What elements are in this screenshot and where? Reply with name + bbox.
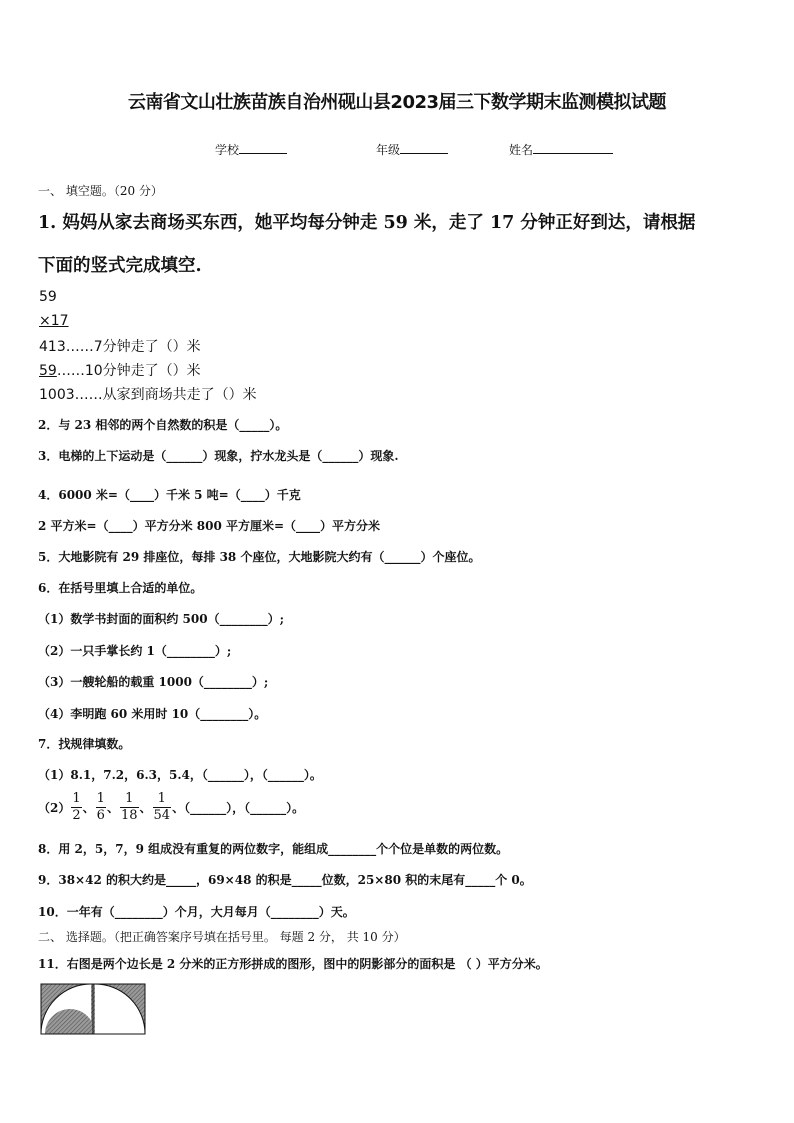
fraction-3-numerator: 1 — [120, 791, 139, 808]
school-field — [215, 141, 287, 158]
grade-label: 年级 — [376, 143, 401, 157]
page-title: 云南省文山壮族苗族自治州砚山县2023届三下数学期末监测模拟试题 — [127, 92, 667, 113]
fraction-1-denominator: 2 — [72, 808, 81, 823]
calc-line-5: 1003……从家到商场共走了（）米 — [39, 387, 257, 403]
question-11-figure — [40, 983, 146, 1035]
question-6-part-4: （4）李明跑 60 米用时 10（________）。 — [38, 707, 267, 721]
question-7: 7．找规律填数。 — [38, 737, 131, 751]
school-blank — [239, 141, 287, 154]
name-label: 姓名 — [509, 143, 534, 157]
fraction-1-numerator: 1 — [72, 791, 81, 806]
question-8: 8．用 2，5，7，9 组成没有重复的两位数字，能组成________个个位是单数的两位数。 — [38, 842, 509, 856]
section-heading-choice: 二、 选择题。（把正确答案序号填在括号里。 每题 2 分， 共 10 分） — [38, 930, 406, 944]
fraction-4-denominator: 54 — [153, 808, 171, 823]
fraction-4 — [153, 791, 172, 824]
question-7-part-2 — [38, 791, 304, 824]
question-11: 11．右图是两个边长是 2 分米的正方形拼成的图形，图中的阴影部分的面积是 （ ）平方分米。 — [38, 957, 548, 971]
school-label: 学校 — [215, 143, 240, 157]
calc-line-4-text: ……10分钟走了（）米 — [56, 363, 201, 379]
separator: 、 — [139, 801, 152, 815]
calc-line-4 — [39, 360, 201, 380]
question-3: 3．电梯的上下运动是（______）现象，拧水龙头是（______）现象. — [38, 449, 399, 463]
fraction-2-numerator: 1 — [96, 791, 105, 806]
question-5: 5．大地影院有 29 排座位，每排 38 个座位，大地影院大约有（______）个座位。 — [38, 550, 481, 564]
grade-blank — [400, 141, 448, 154]
question-6-part-3: （3）一艘轮船的载重 1000（________）; — [38, 675, 269, 689]
grade-field — [376, 141, 448, 158]
question-6-part-1: （1）数学书封面的面积约 500（________）; — [38, 612, 285, 626]
fraction-3-denominator: 18 — [120, 808, 138, 823]
question-7-part-2-suffix: 、（______），（______）。 — [172, 801, 305, 815]
fraction-2-denominator: 6 — [96, 808, 105, 823]
question-4-line-1: 4．6000 米=（____）千米 5 吨=（____）千克 — [38, 488, 301, 502]
fraction-2 — [96, 791, 106, 824]
fraction-4-numerator: 1 — [153, 791, 172, 808]
separator: 、 — [106, 801, 119, 815]
question-6-part-2: （2）一只手掌长约 1（________）; — [38, 644, 232, 658]
name-blank — [533, 141, 613, 154]
question-4-line-2: 2 平方米=（____）平方分米 800 平方厘米=（____）平方分米 — [38, 519, 381, 533]
section-heading-fill-in: 一、 填空题。（20 分） — [38, 184, 163, 198]
question-6: 6．在括号里填上合适的单位。 — [38, 581, 203, 595]
calc-line-2 — [39, 313, 69, 329]
question-7-part-2-prefix: （2） — [38, 801, 71, 815]
fraction-1 — [71, 791, 81, 824]
question-7-part-1: （1）8.1，7.2，6.3，5.4，（______），（______）。 — [38, 768, 322, 782]
question-10: 10．一年有（________）个月，大月每月（________）天。 — [38, 905, 355, 919]
calc-partial-product: 59 — [39, 363, 57, 379]
question-2: 2．与 23 相邻的两个自然数的积是（_____）。 — [38, 418, 288, 432]
question-1-line-2: 下面的竖式完成填空. — [38, 256, 202, 276]
name-field — [509, 141, 613, 158]
fraction-3 — [120, 791, 139, 824]
calc-line-1: 59 — [39, 289, 57, 305]
calc-multiplier: ×17 — [39, 313, 69, 329]
separator: 、 — [82, 801, 95, 815]
question-1-line-1: 1. 妈妈从家去商场买东西，她平均每分钟走 59 米，走了 17 分钟正好到达，请根据 — [38, 213, 696, 233]
two-squares-shaded-figure — [40, 983, 146, 1035]
calc-line-3: 413……7分钟走了（）米 — [39, 339, 201, 355]
question-9: 9．38×42 的积大约是_____，69×48 的积是_____位数，25×80 积的末尾有_____个 0。 — [38, 873, 532, 887]
